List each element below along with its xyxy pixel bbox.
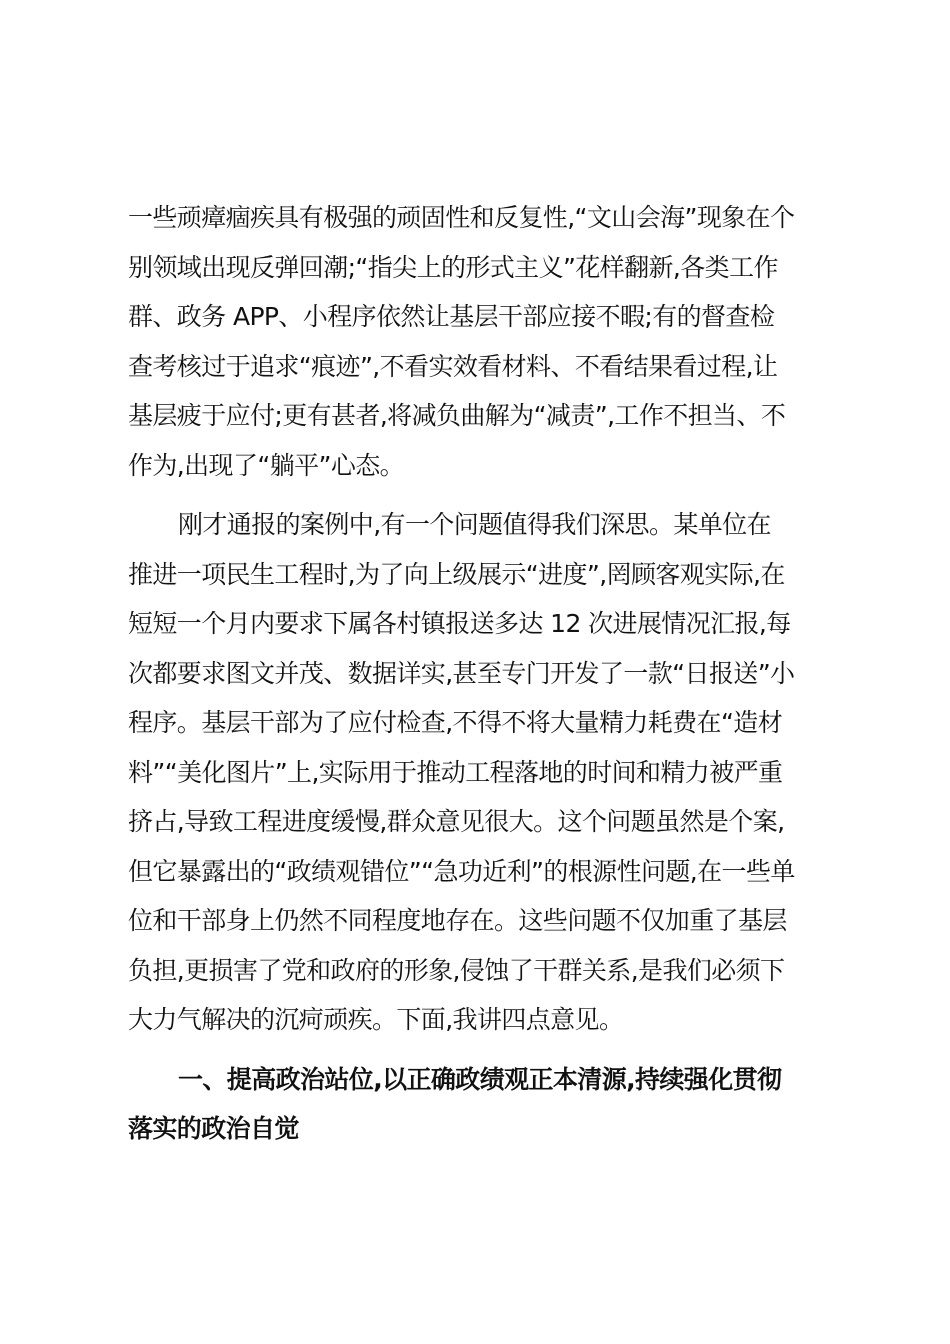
paragraph-case-study: [128, 500, 824, 1045]
text-line: 位和干部身上仍然不同程度地存在。这些问题不仅加重了基层: [128, 906, 787, 935]
heading-line: 一、提高政治站位,以正确政绩观正本清源,持续强化贯彻: [178, 1064, 782, 1094]
section-heading-1: [128, 1055, 824, 1154]
text-line: 基层疲于应付;更有甚者,将减负曲解为“减责”,工作不担当、不: [128, 401, 786, 430]
text-line: 挤占,导致工程进度缓慢,群众意见很大。这个问题虽然是个案,: [128, 807, 785, 836]
text-line: 查考核过于追求“痕迹”,不看实效看材料、不看结果看过程,让: [128, 351, 778, 381]
text-line: 推进一项民生工程时,为了向上级展示“进度”,罔顾客观实际,在: [128, 559, 785, 589]
text-line: 短短一个月内要求下属各村镇报送多达 12 次进展情况汇报,每: [128, 609, 791, 638]
text-line: 刚才通报的案例中,有一个问题值得我们深思。某单位在: [178, 510, 771, 539]
text-line: 一些顽瘴痼疾具有极强的顽固性和反复性,“文山会海”现象在个: [128, 203, 795, 232]
text-line: 次都要求图文并茂、数据详实,甚至专门开发了一款“日报送”小: [128, 658, 795, 688]
heading-line: 落实的政治自觉: [128, 1114, 299, 1143]
text-line: 作为,出现了“躺平”心态。: [128, 450, 405, 480]
text-line: 大力气解决的沉疴顽疾。下面,我讲四点意见。: [128, 1005, 624, 1034]
text-line: 别领域出现反弹回潮;“指尖上的形式主义”花样翻新,各类工作: [128, 252, 778, 282]
document-page: [128, 193, 824, 1164]
paragraph-formalism-problems: [128, 193, 824, 490]
text-line: 负担,更损害了党和政府的形象,侵蚀了干群关系,是我们必须下: [128, 955, 785, 985]
text-line: 程序。基层干部为了应付检查,不得不将大量精力耗费在“造材: [128, 708, 783, 737]
text-line: 但它暴露出的“政绩观错位”“急功近利”的根源性问题,在一些单: [128, 856, 795, 886]
text-line: 料”“美化图片”上,实际用于推动工程落地的时间和精力被严重: [128, 757, 783, 787]
text-line: 群、政务 APP、小程序依然让基层干部应接不暇;有的督查检: [128, 302, 775, 331]
